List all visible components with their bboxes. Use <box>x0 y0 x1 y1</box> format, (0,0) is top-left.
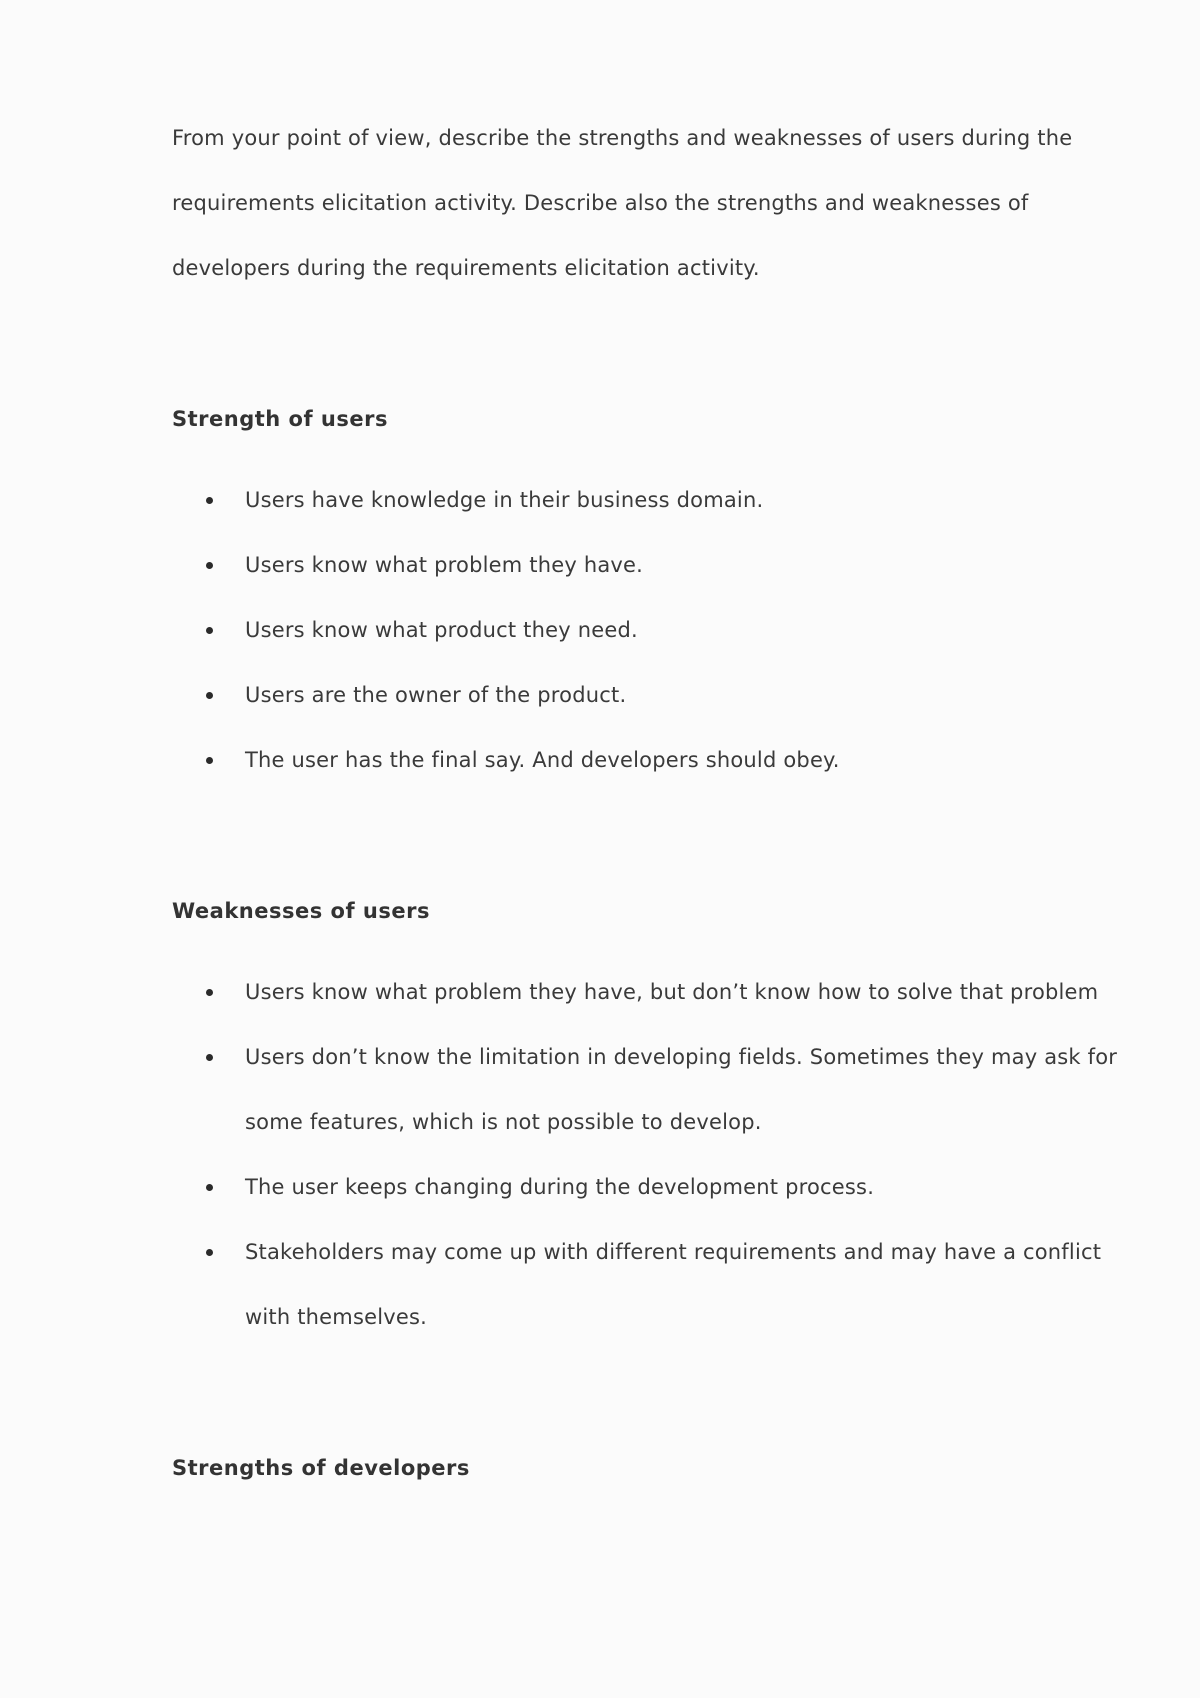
list-item-text: Users have knowledge in their business domain. <box>245 488 764 512</box>
list-item <box>172 1025 1122 1155</box>
list-item <box>172 663 1122 728</box>
list-item <box>172 960 1122 1025</box>
list-item <box>172 468 1122 533</box>
list-item-text: The user keeps changing during the development process. <box>245 1175 875 1199</box>
intro-paragraph: From your point of view, describe the strengths and weaknesses of users during the requirements elicitation activity. Describe also the strengths and weaknesses of developers during the requirements elicitation activity. <box>172 126 1073 280</box>
bullet-icon <box>206 989 213 996</box>
list-item <box>172 1220 1122 1350</box>
list-item <box>172 598 1122 663</box>
document-page <box>172 106 1122 1501</box>
bullet-icon <box>206 757 213 764</box>
bullet-icon <box>206 562 213 569</box>
list-item <box>172 533 1122 598</box>
bullet-icon <box>206 1184 213 1191</box>
heading-strength-of-users: Strength of users <box>172 407 388 431</box>
list-item <box>172 1155 1122 1220</box>
heading-weaknesses-of-users: Weaknesses of users <box>172 899 430 923</box>
list-item-text: Users are the owner of the product. <box>245 683 627 707</box>
list-item-text: Users know what product they need. <box>245 618 638 642</box>
bullet-icon <box>206 627 213 634</box>
bullet-icon <box>206 692 213 699</box>
list-item-text: The user has the final say. And developers should obey. <box>245 748 840 772</box>
list-item <box>172 728 1122 793</box>
list-item-text: Users know what problem they have. <box>245 553 644 577</box>
list-item-text: Stakeholders may come up with different requirements and may have a conflict with themselves. <box>245 1240 1102 1329</box>
bullet-icon <box>206 1054 213 1061</box>
list-item-text: Users don’t know the limitation in developing fields. Sometimes they may ask for some features, which is not possible to develop. <box>245 1045 1118 1134</box>
strength-of-users-list <box>172 468 1122 793</box>
bullet-icon <box>206 1249 213 1256</box>
weaknesses-of-users-list <box>172 960 1122 1350</box>
heading-strengths-of-developers: Strengths of developers <box>172 1456 470 1480</box>
bullet-icon <box>206 497 213 504</box>
list-item-text: Users know what problem they have, but don’t know how to solve that problem <box>245 980 1099 1004</box>
